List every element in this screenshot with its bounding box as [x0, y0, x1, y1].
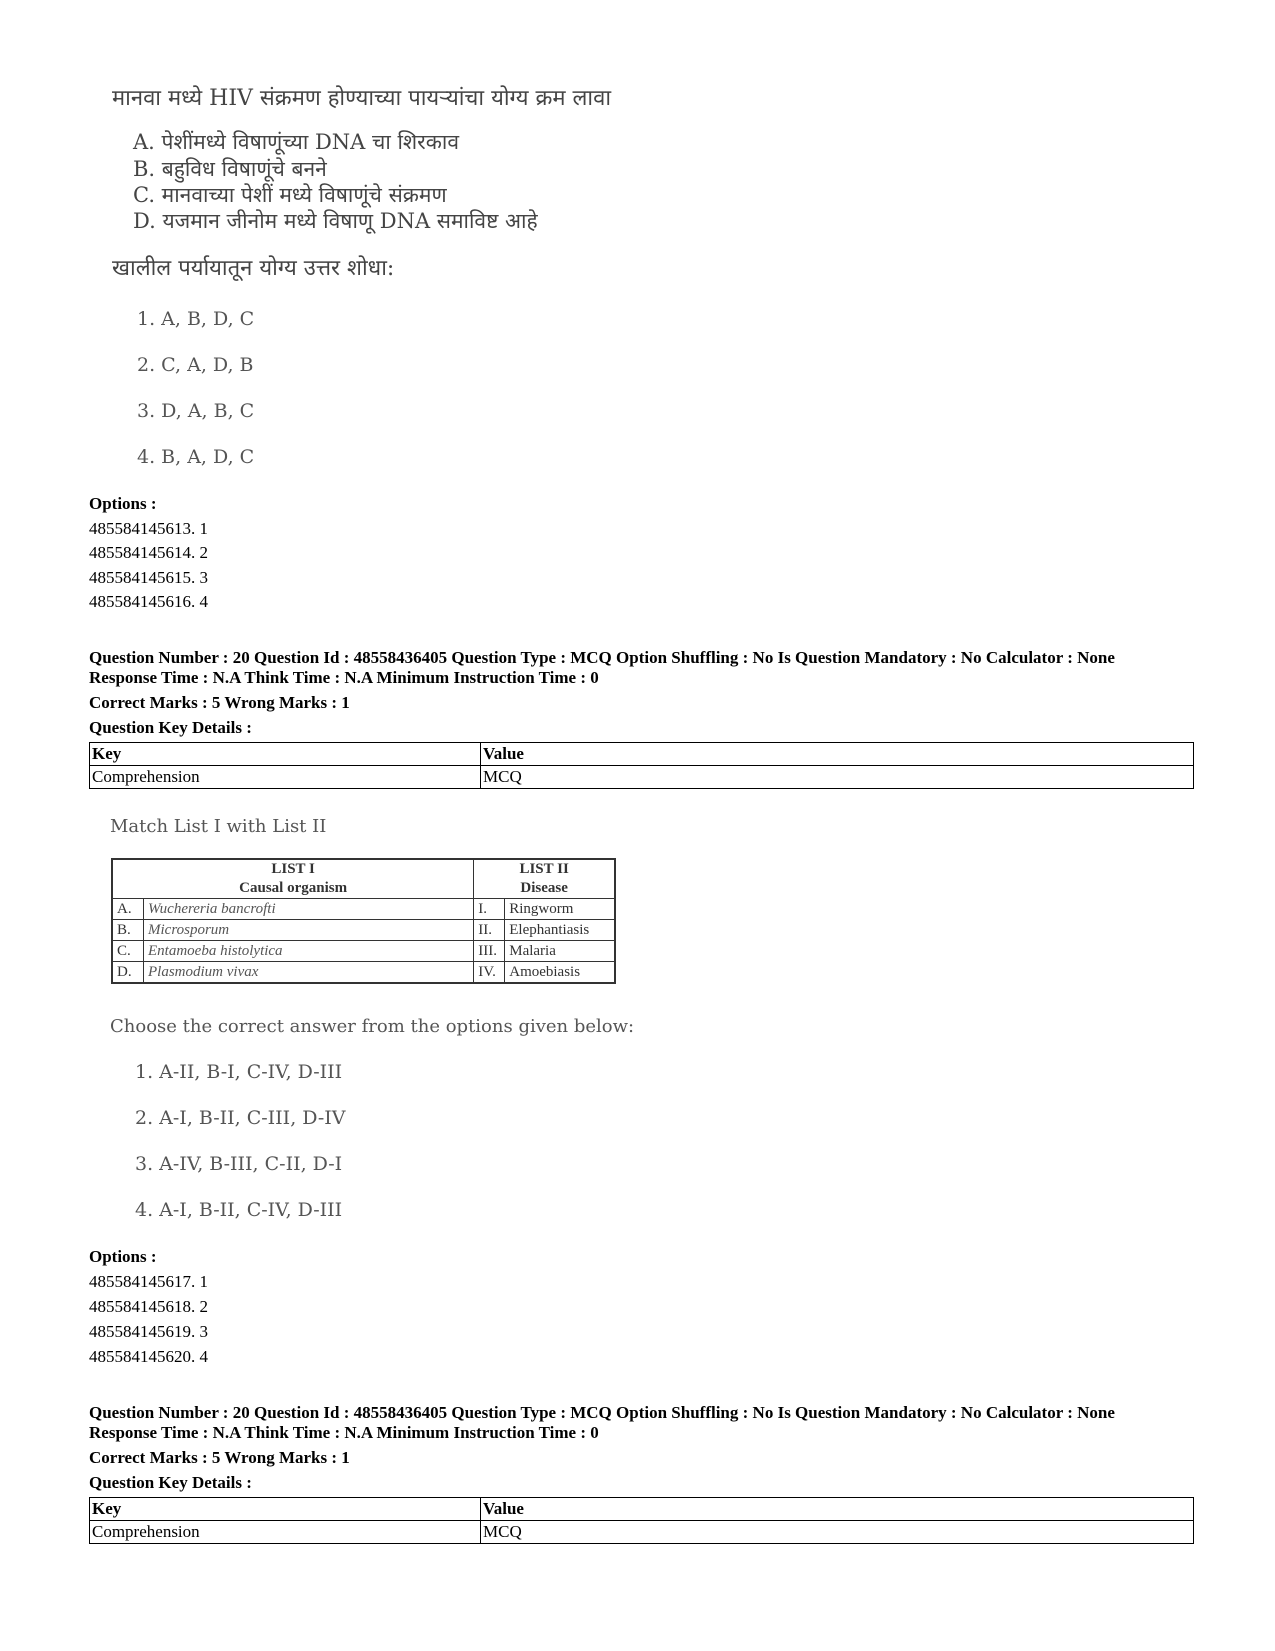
option-2: 485584145618. 2 [89, 1297, 208, 1316]
choice-3: 3. D, A, B, C [137, 400, 255, 422]
value-header: Value [481, 743, 1194, 766]
choice-4: 4. A-I, B-II, C-IV, D-III [135, 1199, 343, 1221]
options-label: Options : [89, 494, 157, 513]
question-meta-line1: Question Number : 20 Question Id : 48558436405 Question Type : MCQ Option Shuffling : No Is Question Mandatory : No Calculator : None [89, 1403, 1115, 1422]
key-header: Key [90, 1498, 481, 1521]
options-label: Options : [89, 1247, 157, 1266]
marks-line: Correct Marks : 5 Wrong Marks : 1 [89, 693, 350, 712]
match-row [112, 920, 615, 941]
question-text: मानवा मध्ये HIV संक्रमण होण्याच्या पायऱ्यांचा योग्य क्रम लावा [112, 86, 612, 111]
choice-4: 4. B, A, D, C [137, 446, 255, 468]
question-meta-line2: Response Time : N.A Think Time : N.A Minimum Instruction Time : 0 [89, 1423, 599, 1442]
list2-header [474, 859, 615, 899]
key-cell: Comprehension [90, 1521, 481, 1544]
row-organism: Microsporum [144, 920, 474, 941]
choice-3: 3. A-IV, B-III, C-II, D-I [135, 1153, 343, 1175]
instruction-text: Choose the correct answer from the options given below: [110, 1016, 635, 1037]
list1-subtitle: Causal organism [239, 880, 348, 896]
row-letter: C. [112, 941, 144, 962]
match-table [111, 858, 616, 984]
option-3: 485584145619. 3 [89, 1322, 208, 1341]
statement-c: C. मानवाच्या पेशीं मध्ये विषाणूंचे संक्रमण [133, 183, 447, 207]
option-3: 485584145615. 3 [89, 568, 208, 587]
row-numeral: I. [474, 899, 505, 920]
key-details-table [89, 742, 1194, 789]
row-disease: Malaria [505, 941, 615, 962]
key-header: Key [90, 743, 481, 766]
option-1: 485584145617. 1 [89, 1272, 208, 1291]
value-header: Value [481, 1498, 1194, 1521]
row-numeral: II. [474, 920, 505, 941]
option-4: 485584145616. 4 [89, 592, 208, 611]
question-meta-line2: Response Time : N.A Think Time : N.A Minimum Instruction Time : 0 [89, 668, 599, 687]
marks-line: Correct Marks : 5 Wrong Marks : 1 [89, 1448, 350, 1467]
key-details-table [89, 1497, 1194, 1544]
match-row [112, 899, 615, 920]
list2-subtitle: Disease [520, 880, 568, 896]
list1-header [112, 859, 474, 899]
list2-title: LIST II [519, 861, 569, 877]
statement-b: B. बहुविध विषाणूंचे बनने [133, 157, 327, 181]
key-details-label: Question Key Details : [89, 1473, 252, 1492]
row-organism: Entamoeba histolytica [144, 941, 474, 962]
value-cell: MCQ [481, 1521, 1194, 1544]
row-letter: D. [112, 962, 144, 984]
row-letter: B. [112, 920, 144, 941]
choice-1: 1. A, B, D, C [137, 308, 255, 330]
row-disease: Ringworm [505, 899, 615, 920]
row-disease: Elephantiasis [505, 920, 615, 941]
row-disease: Amoebiasis [505, 962, 615, 984]
key-details-label: Question Key Details : [89, 718, 252, 737]
question-text: Match List I with List II [110, 816, 327, 837]
choice-2: 2. C, A, D, B [137, 354, 254, 376]
match-row [112, 962, 615, 984]
row-numeral: III. [474, 941, 505, 962]
list1-title: LIST I [271, 861, 315, 877]
choice-2: 2. A-I, B-II, C-III, D-IV [135, 1107, 346, 1129]
question-meta-line1: Question Number : 20 Question Id : 48558436405 Question Type : MCQ Option Shuffling : No Is Question Mandatory : No Calculator : None [89, 648, 1115, 667]
option-4: 485584145620. 4 [89, 1347, 208, 1366]
statement-a: A. पेशींमध्ये विषाणूंच्या DNA चा शिरकाव [133, 130, 460, 154]
statement-d: D. यजमान जीनोम मध्ये विषाणू DNA समाविष्ट आहे [133, 209, 538, 233]
row-letter: A. [112, 899, 144, 920]
option-1: 485584145613. 1 [89, 519, 208, 538]
row-organism: Plasmodium vivax [144, 962, 474, 984]
row-numeral: IV. [474, 962, 505, 984]
instruction-text: खालील पर्यायातून योग्य उत्तर शोधा: [112, 256, 395, 281]
match-row [112, 941, 615, 962]
key-cell: Comprehension [90, 766, 481, 789]
row-organism: Wuchereria bancrofti [144, 899, 474, 920]
value-cell: MCQ [481, 766, 1194, 789]
option-2: 485584145614. 2 [89, 543, 208, 562]
choice-1: 1. A-II, B-I, C-IV, D-III [135, 1061, 343, 1083]
